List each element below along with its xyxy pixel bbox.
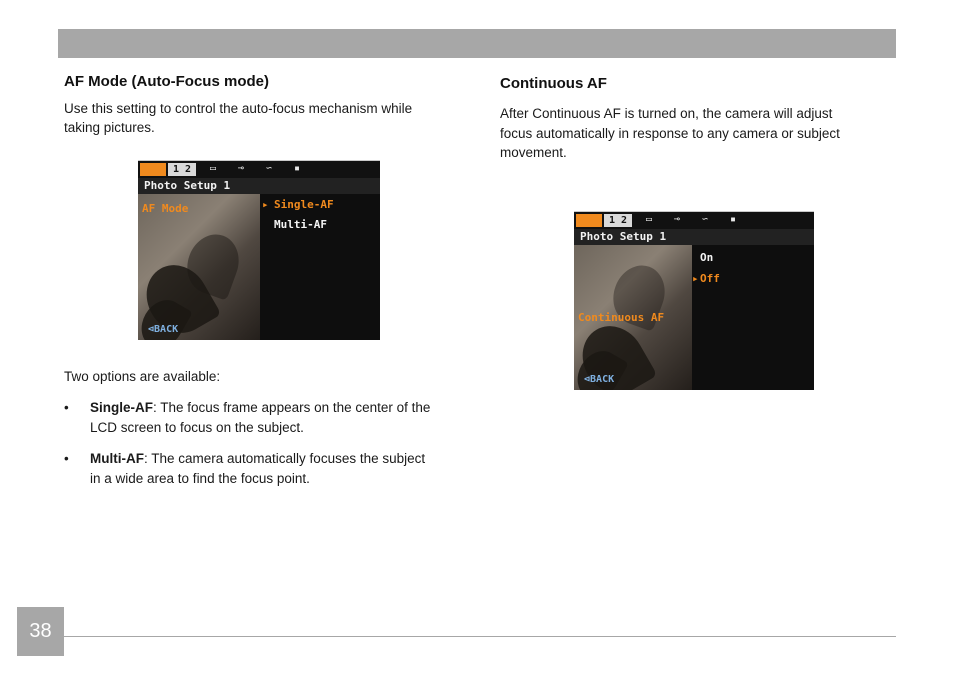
bullet-text-line-2: LCD screen to focus on the subject.	[90, 419, 304, 435]
setup-icon: ▪	[293, 163, 301, 174]
page-number: 38	[17, 607, 64, 656]
menu-tabs	[574, 211, 814, 230]
option-off[interactable]: Off	[700, 272, 720, 285]
bullet-dot: •	[64, 451, 69, 466]
bullet-term: Multi-AF	[90, 451, 144, 466]
setup-icon: ▪	[729, 214, 737, 225]
continuous-af-label: Continuous AF	[578, 311, 665, 324]
frame-icon: ▭	[209, 163, 217, 174]
bullet-multi-af	[64, 449, 464, 489]
menu-header: Photo Setup 1	[574, 229, 814, 245]
af-intro-line-1: Use this setting to control the auto-focus mechanism while	[64, 101, 413, 116]
continuous-af-line-3: movement.	[500, 145, 567, 160]
camera-tab-icon	[576, 214, 602, 227]
selected-marker: ▸	[692, 272, 699, 285]
menu-tabs	[138, 160, 380, 179]
bullet-text: : The focus frame appears on the center of the	[153, 400, 431, 415]
wrench-icon: ∽	[265, 163, 273, 174]
bullet-single-af	[64, 398, 464, 438]
selected-marker: ▸	[262, 198, 269, 211]
options-panel	[260, 194, 380, 340]
af-mode-label: AF Mode	[142, 202, 189, 215]
bullet-text-line-2: in a wide area to find the focus point.	[90, 470, 310, 486]
menu-header: Photo Setup 1	[138, 178, 380, 194]
back-button[interactable]: ⊲BACK	[584, 374, 615, 385]
page-tab: 1 2	[168, 163, 196, 176]
options-panel	[692, 245, 814, 390]
key-icon: ⊸	[237, 163, 245, 174]
option-multi-af[interactable]: Multi-AF	[274, 218, 327, 231]
bullet-dot: •	[64, 400, 69, 415]
bullet-text: : The camera automatically focuses the subject	[143, 451, 426, 466]
preview-photo	[138, 194, 260, 340]
options-intro: Two options are available:	[64, 369, 221, 384]
header-bar	[58, 29, 896, 58]
af-intro-line-2: taking pictures.	[64, 120, 155, 135]
footer-rule	[64, 636, 896, 637]
back-arrow-icon: ⊲	[148, 324, 155, 335]
option-single-af[interactable]: Single-AF	[274, 198, 334, 211]
continuous-af-screenshot	[574, 211, 814, 390]
frame-icon: ▭	[645, 214, 653, 225]
continuous-af-heading: Continuous AF	[500, 75, 607, 92]
bullet-term: Single-AF	[90, 400, 153, 415]
camera-tab-icon	[140, 163, 166, 176]
af-mode-screenshot	[138, 160, 380, 340]
continuous-af-line-2: focus automatically in response to any camera or subject	[500, 126, 840, 141]
af-mode-heading: AF Mode (Auto-Focus mode)	[64, 73, 269, 90]
page-tab: 1 2	[604, 214, 632, 227]
back-arrow-icon: ⊲	[584, 374, 591, 385]
continuous-af-line-1: After Continuous AF is turned on, the camera will adjust	[500, 106, 833, 121]
key-icon: ⊸	[673, 214, 681, 225]
wrench-icon: ∽	[701, 214, 709, 225]
back-button[interactable]: ⊲BACK	[148, 324, 179, 335]
option-on[interactable]: On	[700, 251, 714, 264]
